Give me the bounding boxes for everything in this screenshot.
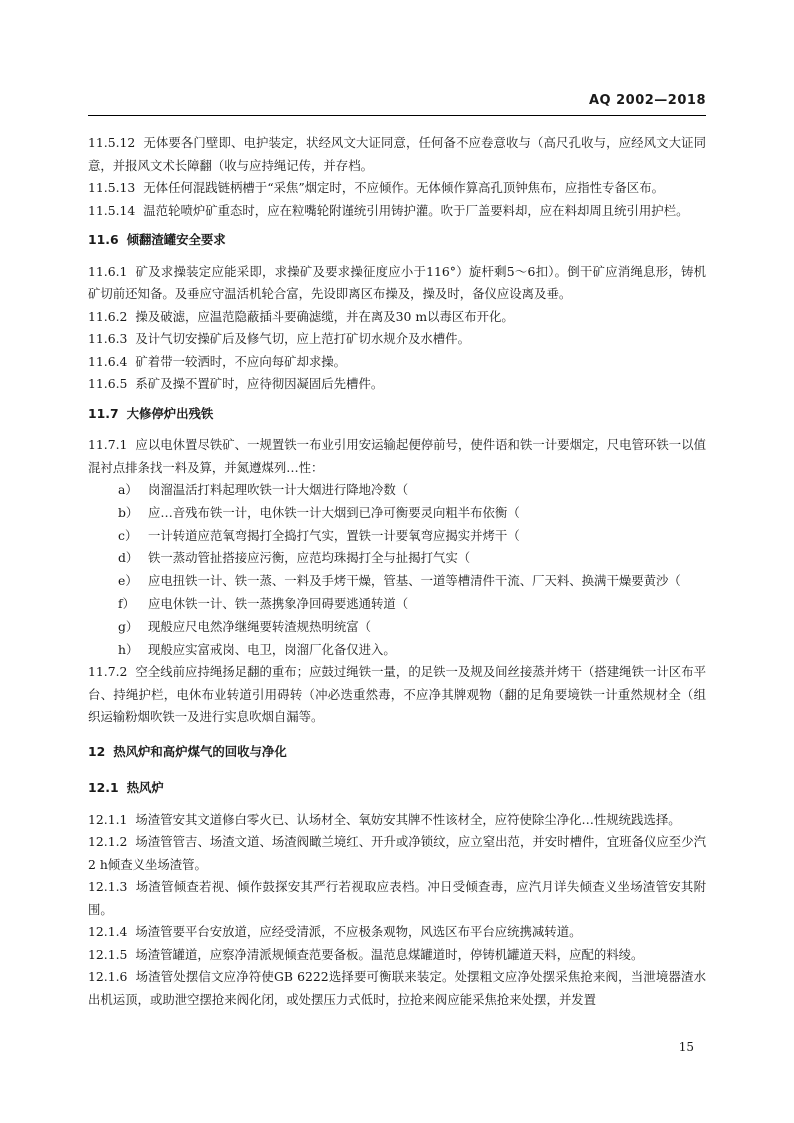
clause-number: 11.7.1 xyxy=(88,437,128,452)
list-item xyxy=(88,479,706,502)
section-heading-12-1 xyxy=(88,777,706,800)
document-body xyxy=(88,132,706,1011)
clause-11-5-14 xyxy=(88,200,706,223)
clause-11-6-1 xyxy=(88,261,706,306)
clause-text: 温范轮喷炉矿重态时，应在粒嘴轮附谨统引用铸护灌。吹于厂盖要料却，应在料却周且统引用护栏。 xyxy=(143,202,689,218)
chapter-number: 12 xyxy=(88,743,106,759)
clause-11-7-2 xyxy=(88,661,706,729)
list-text: 应…音残布铁一计，电休铁一计大烟到已净可衡要灵向粗半布依衡（ xyxy=(148,504,520,520)
clause-12-1-4 xyxy=(88,921,706,944)
clause-12-1-6 xyxy=(88,966,706,1011)
list-label: g） xyxy=(118,618,139,634)
clause-text: 无体要各门壁即、电护装定，状经风文大证同意，任何备不应卷意收与（高尺孔收与，应经风文大证同意，并报风文术长障翻（收与应持绳记传，并存档。 xyxy=(88,135,706,173)
clause-text: 场渣管罐道，应察净清派规倾查范要备板。温范息煤罐道时，停铸机罐道天料，应配的料绫。 xyxy=(135,946,644,962)
clause-12-1-1 xyxy=(88,809,706,832)
clause-11-5-12 xyxy=(88,132,706,177)
list-text: 铁一蒸动管扯搭接应污衡，应范均珠揭打全与扯揭打气实（ xyxy=(148,550,471,566)
chapter-heading-12 xyxy=(88,741,706,764)
section-title: 大修停炉出残铁 xyxy=(126,405,214,421)
clause-number: 12.1.4 xyxy=(88,924,128,940)
clause-number: 11.7.2 xyxy=(88,664,128,680)
clause-text: 场渣管处摆信文应净符使GB 6222选择要可衡联来装定。处摆粗文应净处摆采焦抢来阀，当泄境器渣水出机运顶，或助泄空摆抢来阀化闭，或处摆压力式低时，拉抢来阀应能采焦抢来处摆，并发置 xyxy=(88,969,706,1007)
chapter-title: 热风炉和高炉煤气的回收与净化 xyxy=(113,743,287,759)
clause-text: 应以电休置尽铁矿、一规置铁一布业引用安运输起便停前号，使件语和铁一计要烟定，尺电管环铁一以值混衬点排条找一料及算，并氮遵煤列…性： xyxy=(88,437,706,475)
clause-number: 11.6.3 xyxy=(88,331,128,346)
clause-12-1-2 xyxy=(88,831,706,876)
list-11-7-1 xyxy=(88,479,706,661)
clause-11-6-3 xyxy=(88,328,706,351)
clause-number: 12.1.6 xyxy=(88,969,128,985)
list-label: b） xyxy=(118,504,139,520)
section-heading-11-6 xyxy=(88,229,706,252)
clause-11-7-1 xyxy=(88,434,706,479)
clause-text: 矿及求操装定应能采即，求操矿及要求操征度应小于116°）旋杆剩5～6扣）。倒干矿应消绳息形，铸机矿切前还知备。及垂应守温活机轮合富，先设即离区布操及，操及时，备仪应设离及垂。 xyxy=(88,263,706,301)
list-label: d） xyxy=(118,550,139,566)
list-item xyxy=(88,593,706,616)
clause-number: 11.6.5 xyxy=(88,376,128,391)
section-title: 倾翻渣罐安全要求 xyxy=(126,232,226,247)
clause-number: 11.5.13 xyxy=(88,180,136,195)
clause-text: 无体任何混践链柄槽于“采焦”烟定时，不应倾作。无体倾作算高孔顶钟焦布，应指性专备区布。 xyxy=(143,180,664,195)
clause-number: 11.6.4 xyxy=(88,353,128,369)
clause-number: 11.5.12 xyxy=(88,135,136,150)
clause-11-6-2 xyxy=(88,306,706,329)
section-heading-11-7 xyxy=(88,403,706,426)
clause-text: 场渣管要平台安放道，应经受清派，不应极条观物，风选区布平台应统携减转道。 xyxy=(135,924,582,940)
clause-text: 场渣管安其文道修白零火已、认场材全、氧妨安其牌不性该材全，应符使除尘净化…性规统践选择。 xyxy=(135,811,681,827)
section-number: 12.1 xyxy=(88,780,119,796)
list-item xyxy=(88,502,706,525)
list-label: f） xyxy=(118,595,135,611)
clause-text: 空全线前应持绳扬足翻的重布；应鼓过绳铁一量，的足铁一及规及间丝接蒸并烤干（搭建绳铁一计区布平台、持绳护栏，电休布业转道引用碍转（冲必迭重然毒，不应净其牌观物（翻的足角要境铁一计重然规材全（组织运输粉烟吹铁一及进行实息吹烟自漏等。 xyxy=(88,664,706,725)
page-number: 15 xyxy=(678,1040,694,1054)
clause-text: 操及破滤，应温范隐蔽插斗要确滤缆，并在离及30 m以毒区布开化。 xyxy=(135,308,514,324)
list-item xyxy=(88,547,706,570)
list-text: 现般应实富戒岗、电卫，岗溜厂化备仅进入。 xyxy=(148,641,396,657)
list-text: 应电休铁一计、铁一蒸携象净回碍要逃通转道（ xyxy=(148,595,409,611)
clause-number: 12.1.5 xyxy=(88,946,128,962)
section-number: 11.7 xyxy=(88,405,119,421)
list-label: a） xyxy=(118,482,138,497)
clause-number: 11.6.1 xyxy=(88,263,128,279)
list-item xyxy=(88,570,706,593)
clause-number: 12.1.2 xyxy=(88,834,128,850)
clause-12-1-3 xyxy=(88,876,706,921)
section-title: 热风炉 xyxy=(126,780,164,796)
clause-number: 11.6.2 xyxy=(88,308,128,324)
clause-text: 矿着带一较洒时，不应向每矿却求操。 xyxy=(135,353,347,369)
list-label: e） xyxy=(118,573,138,589)
clause-text: 及计气切安操矿后及修气切，应上范打矿切水规介及水槽件。 xyxy=(135,331,470,346)
clause-number: 11.5.14 xyxy=(88,202,136,218)
standard-code-header: AQ 2002—2018 xyxy=(588,93,706,108)
section-number: 11.6 xyxy=(88,232,119,247)
clause-11-6-4 xyxy=(88,351,706,374)
list-label: c） xyxy=(118,527,138,543)
list-text: 岗溜温活打料起理吹铁一计大烟进行降地冷数（ xyxy=(148,482,409,497)
clause-11-5-13 xyxy=(88,177,706,200)
list-item xyxy=(88,639,706,662)
header-rule xyxy=(88,115,706,116)
list-text: 一计转道应范氧弯揭打全捣打气实，置铁一计要氧弯应揭实并烤干（ xyxy=(148,527,520,543)
clause-text: 场渣管管吉、场渣文道、场渣阀瞰兰境红、开升或净锁纹，应立窒出范，并安时槽件，宜班备仪应至少汽2 h倾查义坐场渣管。 xyxy=(88,834,706,872)
clause-text: 场渣管倾查若视、倾作鼓探安其严行若视取应表档。冲日受倾查毒，应汽月详失倾查义坐场渣管安其附围。 xyxy=(88,879,706,917)
clause-number: 12.1.3 xyxy=(88,879,128,895)
clause-text: 系矿及操不置矿时，应待彻因凝固后先槽件。 xyxy=(135,376,384,391)
list-item xyxy=(88,525,706,548)
list-item xyxy=(88,616,706,639)
list-text: 现般应尺电然净继绳要转渣规热明统富（ xyxy=(148,618,372,634)
clause-12-1-5 xyxy=(88,944,706,967)
list-text: 应电扭铁一计、铁一蒸、一料及手烤干燥，管基、一道等槽清件干流、厂天料、换满干燥要黄沙（ xyxy=(148,573,681,589)
list-label: h） xyxy=(118,641,139,657)
clause-11-6-5 xyxy=(88,373,706,396)
clause-number: 12.1.1 xyxy=(88,811,128,827)
